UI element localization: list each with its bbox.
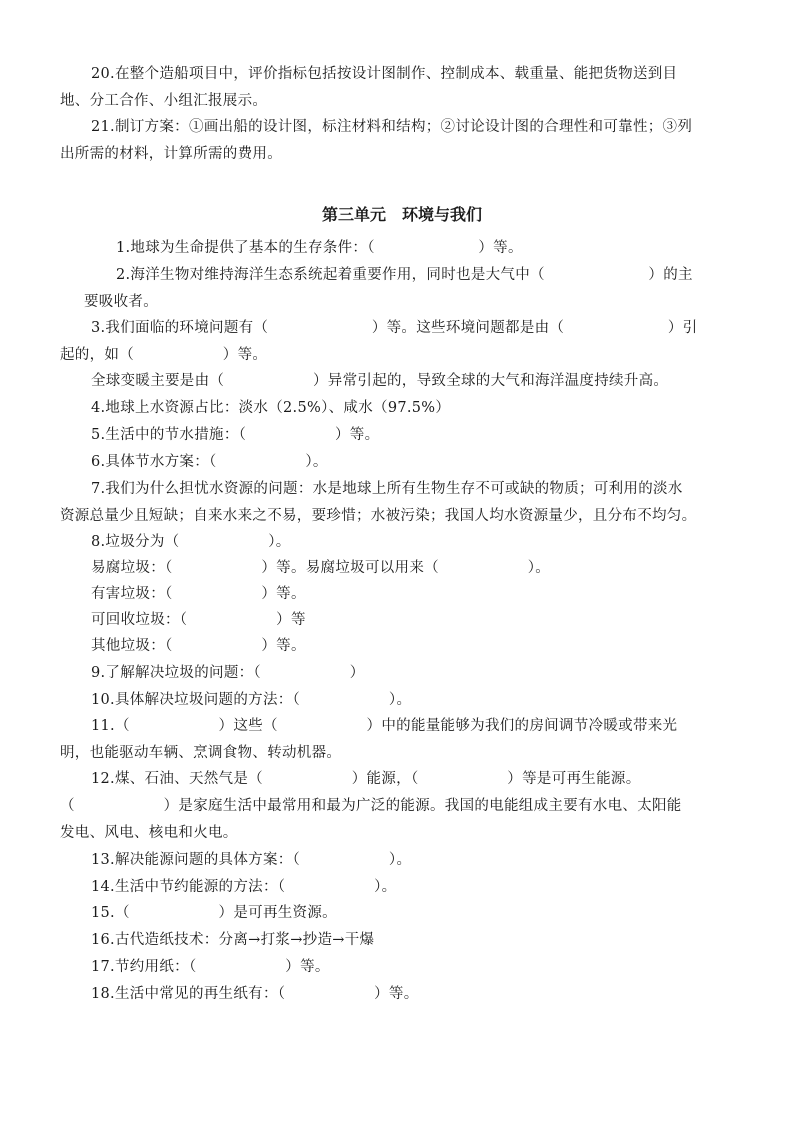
item-6: 6.具体节水方案：（ ）。: [91, 454, 328, 470]
item-7-line-2: 资源总量少且短缺；自来水来之不易，要珍惜；水被污染；我国人均水资源量少，且分布不均匀。: [60, 508, 697, 524]
item-20-line-2: 地、分工合作、小组汇报展示。: [60, 93, 268, 109]
item-16: 16.古代造纸技术：分离→打浆→抄造→干爆: [91, 932, 375, 948]
item-14: 14.生活中节约能源的方法：（ ）。: [91, 879, 397, 895]
item-7-line-1: 7.我们为什么担忧水资源的问题：水是地球上所有生物生存不可或缺的物质；可利用的淡水: [91, 481, 683, 497]
item-12-line-1: 12.煤、石油、天然气是（ ）能源，（ ）等是可再生能源。: [91, 771, 641, 787]
item-3-line-1: 3.我们面临的环境问题有（ ）等。这些环境问题都是由（ ）引: [91, 320, 698, 336]
item-20-line-1: 20.在整个造船项目中，评价指标包括按设计图制作、控制成本、载重量、能把货物送到目: [91, 66, 678, 82]
recyclable-waste-line: 可回收垃圾：（ ）等: [91, 612, 306, 628]
item-13: 13.解决能源问题的具体方案：（ ）。: [91, 852, 412, 868]
item-8: 8.垃圾分为（ ）。: [91, 534, 291, 550]
item-3-line-2: 起的，如（ ）等。: [60, 347, 268, 363]
item-15: 15.（ ）是可再生资源。: [91, 905, 337, 921]
item-4: 4.地球上水资源占比：淡水（2.5%）、咸水（97.5%）: [91, 400, 451, 416]
unit-title: 第三单元 环境与我们: [322, 205, 483, 224]
item-2-line-2: 要吸收者。: [84, 294, 158, 310]
item-2-line-1: 2.海洋生物对维持海洋生态系统起着重要作用，同时也是大气中（ ）的主: [116, 267, 693, 283]
item-11-line-1: 11.（ ）这些（ ）中的能量能够为我们的房间调节冷暖或带来光: [91, 718, 678, 734]
item-11-line-2: 明，也能驱动车辆、烹调食物、转动机器。: [60, 745, 342, 761]
other-waste-line: 其他垃圾：（ ）等。: [91, 638, 306, 654]
item-21-line-2: 出所需的材料，计算所需的费用。: [60, 146, 282, 162]
item-10: 10.具体解决垃圾问题的方法：（ ）。: [91, 692, 412, 708]
item-9: 9.了解解决垃圾的问题：（ ）: [91, 665, 365, 681]
hazardous-waste-line: 有害垃圾：（ ）等。: [91, 586, 306, 602]
item-17: 17.节约用纸：（ ）等。: [91, 959, 330, 975]
item-21-line-1: 21.制订方案：①画出船的设计图，标注材料和结构；②讨论设计图的合理性和可靠性；③列: [91, 119, 693, 135]
item-1: 1.地球为生命提供了基本的生存条件：（ ）等。: [116, 240, 523, 256]
item-12-line-3: 发电、风电、核电和火电。: [60, 825, 238, 841]
global-warming-line: 全球变暖主要是由（ ）异常引起的，导致全球的大气和海洋温度持续升高。: [91, 373, 669, 389]
item-12-line-2: （ ）是家庭生活中最常用和最为广泛的能源。我国的电能组成主要有水电、太阳能: [60, 798, 682, 814]
item-18: 18.生活中常见的再生纸有：（ ）等。: [91, 986, 419, 1002]
item-5: 5.生活中的节水措施：（ ）等。: [91, 427, 380, 443]
perishable-waste-line: 易腐垃圾：（ ）等。易腐垃圾可以用来（ ）。: [91, 560, 551, 576]
